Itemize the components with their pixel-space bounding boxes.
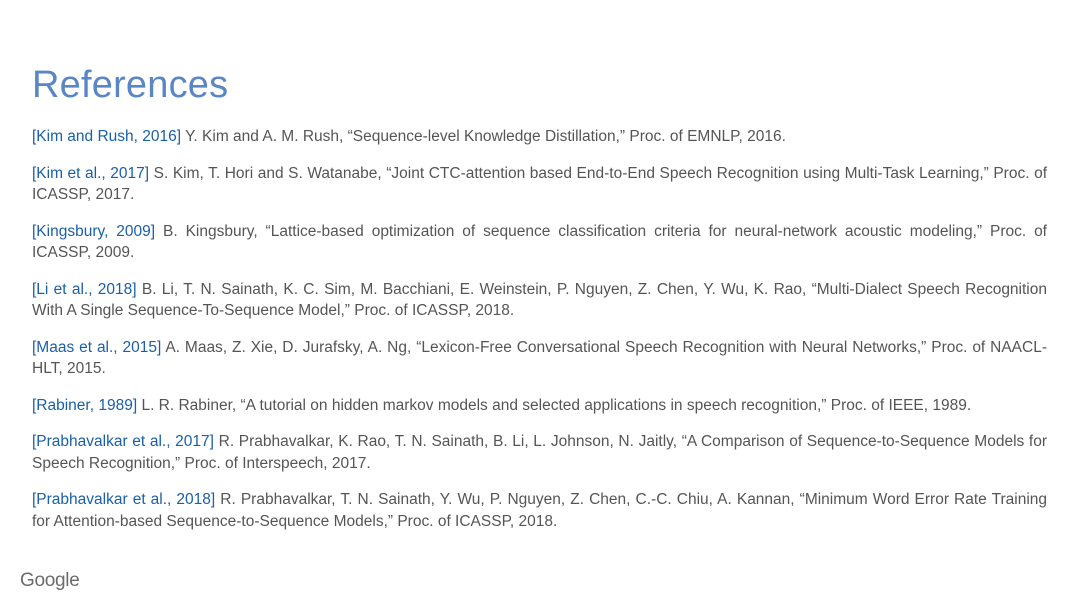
citation-key: [Prabhavalkar et al., 2017] xyxy=(32,433,214,450)
citation-text: S. Kim, T. Hori and S. Watanabe, “Joint CTC-attention based End-to-End Speech Recognition using Multi-Task Learning,” Proc. of ICASSP, 2017. xyxy=(32,164,1048,203)
citation-key: [Rabiner, 1989] xyxy=(32,396,138,414)
reference-item xyxy=(32,279,1047,322)
citation-text: R. Prabhavalkar, T. N. Sainath, Y. Wu, P. Nguyen, Z. Chen, C.-C. Chiu, A. Kannan, “Minimum Word Error Rate Training for Attention-based Sequence-to-Sequence Models,” Proc. of ICASSP, 2018. xyxy=(32,491,1048,530)
citation-text: A. Maas, Z. Xie, D. Jurafsky, A. Ng, “Lexicon-Free Conversational Speech Recognition with Neural Networks,” Proc. of NAACL-HLT, 2015. xyxy=(32,338,1047,377)
citation-text: B. Kingsbury, “Lattice-based optimization of sequence classification criteria for neural-network acoustic modeling,” Proc. of ICASSP, 2009. xyxy=(32,222,1047,261)
citation-text: Y. Kim and A. M. Rush, “Sequence-level Knowledge Distillation,” Proc. of EMNLP, 2016. xyxy=(181,128,786,145)
page-title: References xyxy=(32,64,229,106)
reference-item xyxy=(32,163,1047,206)
google-logo: Google xyxy=(20,570,80,591)
citation-text: R. Prabhavalkar, K. Rao, T. N. Sainath, B. Li, L. Johnson, N. Jaitly, “A Comparison of Sequence-to-Sequence Models for Speech Recognition,” Proc. of Interspeech, 2017. xyxy=(32,433,1047,472)
reference-item xyxy=(32,221,1047,264)
reference-item xyxy=(32,337,1047,380)
citation-key: [Prabhavalkar et al., 2018] xyxy=(32,491,216,508)
reference-item xyxy=(32,489,1047,532)
citation-key: [Kim and Rush, 2016] xyxy=(32,128,182,145)
citation-key: [Kim et al., 2017] xyxy=(32,164,150,182)
citation-key: [Maas et al., 2015] xyxy=(32,338,162,356)
reference-item xyxy=(32,431,1047,474)
citation-text: L. R. Rabiner, “A tutorial on hidden markov models and selected applications in speech recognition,” Proc. of IEEE, 1989. xyxy=(137,396,972,414)
citation-key: [Kingsbury, 2009] xyxy=(32,222,156,240)
citation-key: [Li et al., 2018] xyxy=(32,280,137,298)
reference-list xyxy=(32,126,1047,547)
citation-text: B. Li, T. N. Sainath, K. C. Sim, M. Bacchiani, E. Weinstein, P. Nguyen, Z. Chen, Y. Wu, K. Rao, “Multi-Dialect Speech Recognition With A Single Sequence-To-Sequence Model,” Proc. of ICASSP, 2018. xyxy=(32,280,1047,319)
reference-item xyxy=(32,126,1047,148)
reference-item xyxy=(32,395,1047,417)
